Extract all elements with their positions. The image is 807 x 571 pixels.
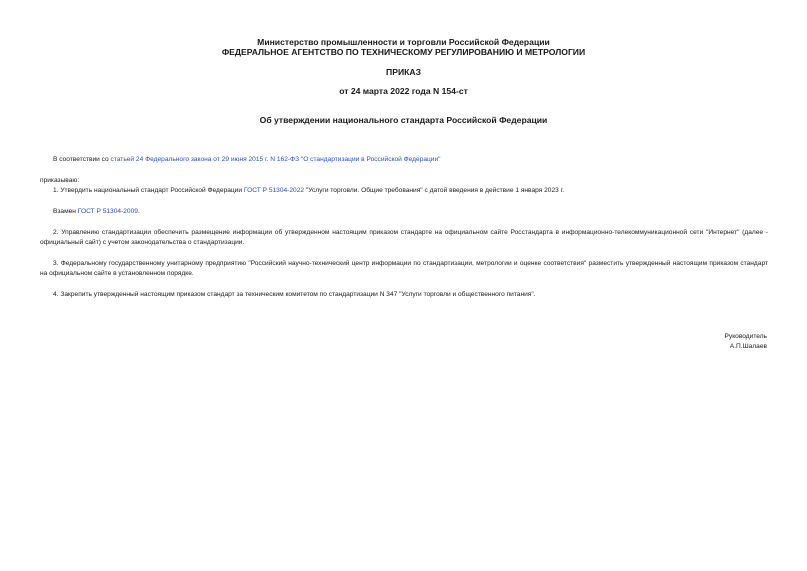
federal-law-link[interactable]: статьей 24 Федерального закона от 29 июня 2015 г. N 162-ФЗ "О стандартизации в Российской Федерации" [110, 156, 441, 163]
agency-heading: ФЕДЕРАЛЬНОЕ АГЕНТСТВО ПО ТЕХНИЧЕСКОМУ РЕГУЛИРОВАНИЮ И МЕТРОЛОГИИ [221, 47, 586, 57]
replaces-line [40, 207, 768, 217]
ministry-heading: Министерство промышленности и торговли Российской Федерации [257, 37, 550, 47]
gost-2022-link[interactable]: ГОСТ Р 51304-2022 [243, 187, 305, 194]
item-1 [40, 186, 768, 196]
document-type: ПРИКАЗ [386, 67, 421, 77]
replaces-lead: Взамен [53, 208, 78, 215]
date-number: от 24 марта 2022 года N 154-ст [339, 86, 468, 96]
item-3: 3. Федеральному государственному унитарному предприятию "Российский научно-технический центр информации по стандартизации, метрологии и оценке соответствия" разместить утвержденный настоящим приказом стандарт на официальном сайте в установленном порядке. [40, 260, 768, 278]
gost-2009-link[interactable]: ГОСТ Р 51304-2009 [77, 208, 138, 215]
signature-title: Руководитель [724, 333, 767, 340]
item-1-tail: "Услуги торговли. Общие требования" с датой введения в действие 1 января 2023 г. [304, 187, 565, 194]
item-1-lead: 1. Утвердить национальный стандарт Российской Федерации [53, 187, 244, 194]
preamble [40, 155, 768, 165]
signature-name: А.П.Шалаев [729, 343, 767, 350]
preamble-lead: В соответствии со [53, 156, 111, 163]
item-4: 4. Закрепить утвержденный настоящим приказом стандарт за техническим комитетом по стандартизации N 347 "Услуги торговли и общественного питания". [53, 291, 536, 298]
item-2: 2. Управлению стандартизации обеспечить размещение информации об утвержденном настоящим приказом стандарте на официальном сайте Росстандарта в информационно-телекоммуникационной сети "Интернет" (далее - официальный сайт) с учетом законодательства о стандартизации. [40, 229, 768, 247]
document-subject: Об утверждении национального стандарта Российской Федерации [259, 115, 548, 125]
order-word: приказываю: [40, 177, 80, 184]
replaces-tail: . [137, 208, 140, 215]
